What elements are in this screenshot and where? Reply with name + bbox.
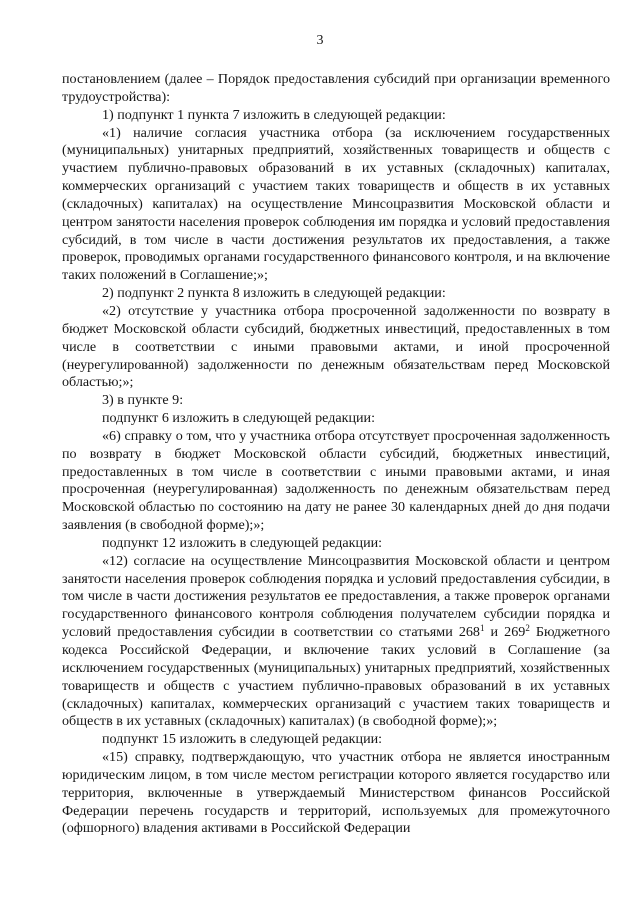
superscript-1: 1 <box>479 623 485 634</box>
paragraph-subpoint-12-text <box>62 553 610 731</box>
superscript-2: 2 <box>525 623 530 634</box>
paragraph-item-2: 2) подпункт 2 пункта 8 изложить в следующей редакции: <box>102 285 446 302</box>
p12-part2: и 269 <box>484 624 526 641</box>
p12-part3: Бюджетного кодекса Российской Федерации, и включение таких условий в Соглашение (за исключением государственных (муниципальных) унитарных предприятий, хозяйственных товариществ и обществ с участием публично-правовых образований в их уставных (складочных) капиталах, коммерческих организаций с участием таких товариществ и обществ в их уставных (складочных) капиталах) (в свободной форме);»; <box>62 624 610 730</box>
page-number: 3 <box>316 33 324 48</box>
document-body <box>62 71 610 838</box>
paragraph-subpoint-15-text: «15) справку, подтверждающую, что участник отбора не является иностранным юридическим лицом, в том числе местом регистрации которого является государство или территория, включенные в утверждаемый Министерством финансов Российской Федерации перечень государств и территорий, используемых для промежуточного (офшорного) владения активами в Российской Федерации <box>62 749 610 837</box>
paragraph-subpoint-6-heading: подпункт 6 изложить в следующей редакции: <box>102 410 376 427</box>
paragraph-intro: постановлением (далее – Порядок предоставления субсидий при организации временного трудоустройства): <box>62 71 610 105</box>
p12-part1: «12) согласие на осуществление Минсоцразвития Московской области и центром занятости населения проверок соблюдения порядка и условий предоставления субсидии, в том числе в части достижения результатов ее предоставления, а также проверок органами государственного финансового контроля соблюдения получателем субсидии порядка и условий предоставления субсидии в соответствии со статьями 268 <box>62 552 610 641</box>
paragraph-item-3: 3) в пункте 9: <box>102 392 184 409</box>
paragraph-subpoint-6-text: «6) справку о том, что у участника отбора отсутствует просроченная задолженность по возврату в бюджет Московской области субсидий, бюджетных инвестиций, предоставленных в том числе в соответствии с иными правовыми актами, и иная просроченная (неурегулированная) задолженность по денежным обязательствам перед Московской областью по состоянию на дату не ранее 30 календарных дней до дня подачи заявления (в свободной форме);»; <box>62 427 610 534</box>
paragraph-subpoint-2-text: «2) отсутствие у участника отбора просроченной задолженности по возврату в бюджет Московской области субсидий, бюджетных инвестиций, предоставленных в том числе в соответствии с иными правовыми актами, и иной просроченной (неурегулированной) задолженности по денежным обязательствам перед Московской областью;»; <box>62 302 610 391</box>
paragraph-item-1: 1) подпункт 1 пункта 7 изложить в следующей редакции: <box>102 106 446 123</box>
paragraph-subpoint-15-heading: подпункт 15 изложить в следующей редакции: <box>102 731 383 748</box>
paragraph-subpoint-12-heading: подпункт 12 изложить в следующей редакции: <box>102 534 383 551</box>
paragraph-subpoint-1-text: «1) наличие согласия участника отбора (за исключением государственных (муниципальных) унитарных предприятий, хозяйственных товариществ и обществ с участием публично-правовых образований в их уставных (складочных) капиталах, коммерческих организаций с участием таких товариществ и обществ в их уставных (складочных) капиталах) на осуществление Минсоцразвития Московской области и центром занятости населения проверок соблюдения им порядка и условий предоставления субсидий, в том числе в части достижения результатов их предоставления, а также проверок, проводимых органами государственного финансового контроля, и на включение таких положений в Соглашение;»; <box>62 124 610 284</box>
